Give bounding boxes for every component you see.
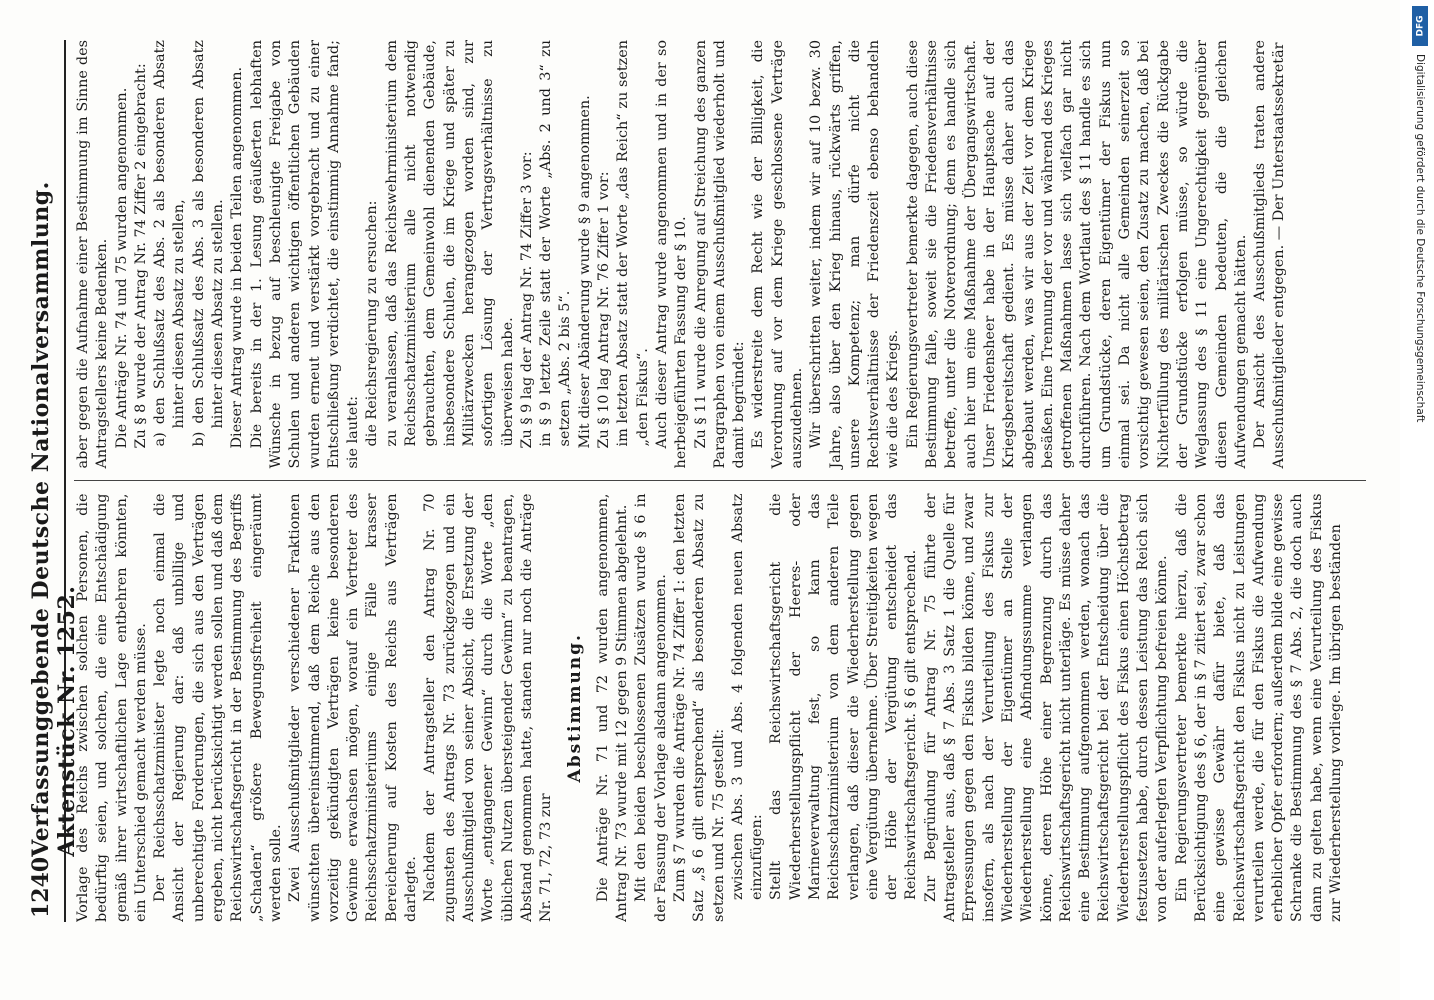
paragraph: a) den Schlußsatz des Abs. 2 als besonderen Absatz hinter diesen Absatz zu stellen, xyxy=(152,40,188,447)
paragraph: zwischen Abs. 3 und Abs. 4 folgenden neuen Absatz einzufügen: xyxy=(729,493,766,900)
paragraph: Vorlage des Reichs zwischen solchen Personen, die bedürftig seien, und solchen, die eine Entschädigung gemäß ihrer wirtschaftlichen Lage entbehren könnten, ein Unterschied gemacht werden müsse. xyxy=(75,493,149,922)
digitization-sidebar xyxy=(1412,6,1428,994)
page-header xyxy=(28,40,80,922)
running-title: Verfassunggebende Deutsche Nationalversammlung. Aktenstück Nr. 1252. xyxy=(28,181,80,857)
paragraph: Zu § 10 lag Antrag Nr. 76 Ziffer 1 vor: xyxy=(596,171,613,449)
paragraph: Ein Regierungsvertreter bemerkte dagegen, auch diese Bestimmung falle, soweit sie die Friedensverhältnisse betreffe, unter die Notverordnung; denn es handle sich auch hier um eine Maßnahme der Übergangswirtschaft. Unser Friedensheer habe in der Hauptsache auf der Kriegsbereitschaft gedient. Es müsse daher auch das abgebaut werden, was wir aus der Zeit vor dem Kriege besäßen. Eine Trennung der vor und während des Krieges getroffenen Maßnahmen lasse sich vielfach gar nicht durchführen. Nach dem Wortlaut des § 11 handle es sich um Grundstücke, deren Eigentümer der Fiskus nun einmal sei. Da nicht alle Gemeinden seinerzeit so vorsichtig gewesen seien, den Zusatz zu machen, daß bei Nichterfüllung des militärischen Zweckes die Rückgabe der Grundstücke erfolgen müsse, so würde die Weglassung des § 11 eine Ungerechtigkeit gegenüber diesen Gemeinden bedeuten, die die gleichen Aufwendungen gemacht hätten. xyxy=(904,40,1249,469)
section-title: Abstimmung. xyxy=(565,633,586,783)
paragraph: Die bereits in der 1. Lesung geäußerten lebhaften Wünsche in bezug auf beschleunigte Freigabe von Schulen und anderen wichtigen öffentlichen Gebäuden wurden erneut und verstärkt vorgebracht und zu einer Entschließung verdichtet, die einstimmig Annahme fand; sie lautet: xyxy=(248,40,362,469)
paragraph: die Reichsregierung zu ersuchen: xyxy=(364,200,381,447)
paragraph: Zur Begründung für Antrag Nr. 75 führte der Antragsteller aus, daß § 7 Abs. 3 Satz 1 die Quelle für Erpressungen gegen den Fiskus bilden könne, und zwar insofern, als nach der Verurteilung des Fiskus zur Wiederherstellung der Eigentümer an Stelle der Wiederherstellung eine Abfindungssumme verlangen könne, deren Höhe einer Begrenzung durch das Reichswirtschaftsgericht nicht unterläge. Es müsse daher eine Bestimmung aufgenommen werden, wonach das Reichswirtschaftsgericht bei der Entscheidung über die Wiederherstellungspflicht des Fiskus einen Höchstbetrag festzusetzen habe, durch dessen Leistung das Reich sich von der auferlegten Verpflichtung befreien könne. xyxy=(922,493,1171,922)
paragraph: Die Anträge Nr. 74 und 75 wurden angenommen. xyxy=(113,87,130,449)
paragraph: Stellt das Reichswirtschaftsgericht die Wiederherstellungspflicht der Heeres- oder Marineverwaltung fest, so kann das Reichsschatzministerium von dem anderen Teile verlangen, daß dieser die Wiederherstellung gegen eine Vergütung übernehme. Über Streitigkeiten wegen der Höhe der Vergütung entscheidet das Reichswirtschaftsgericht. § 6 gilt entsprechend. xyxy=(768,493,920,900)
paragraph: Zwei Ausschußmitglieder verschiedener Fraktionen wünschten übereinstimmend, daß dem Reiche aus den vorzeitig gekündigten Verträgen keine besonderen Gewinne erwachsen mögen, worauf ein Vertreter des Reichsschatzministeriums einige Fälle krasser Bereicherung auf Kosten des Reichs aus Verträgen darlegte. xyxy=(287,493,420,922)
paragraph: Dieser Antrag wurde in beiden Teilen angenommen. xyxy=(229,66,246,449)
paragraph: Wir überschritten weiter, indem wir auf 10 bezw. 30 Jahre, also über den Krieg hinaus, rückwärts griffen, unsere Kompetenz; man dürfe nicht die Rechtsverhältnisse der Friedenszeit ebenso behandeln wie die des Kriegs. xyxy=(808,40,902,469)
paragraph: Nachdem der Antragsteller den Antrag Nr. 70 zugunsten des Antrags Nr. 73 zurückgezogen und ein Ausschußmitglied von seiner Absicht, die Ersetzung der Worte „entgangener Gewinn“ durch die Worte „den üblichen Nutzen übersteigender Gewinn“ zu beantragen, Abstand genommen hatte, standen nur noch die Anträge Nr. 71, 72, 73 zur xyxy=(422,493,555,922)
text-columns xyxy=(74,40,1366,922)
paragraph: Mit dieser Abänderung wurde § 9 angenommen. xyxy=(576,95,593,449)
page-number: 1240 xyxy=(28,856,54,918)
right-column xyxy=(74,40,1366,481)
paragraph: Zu § 9 lag der Antrag Nr. 74 Ziffer 3 vor: xyxy=(518,151,535,449)
paragraph: Es widerstreite dem Recht wie der Billigkeit, die Verordnung auf vor dem Kriege geschlossene Verträge auszudehnen. xyxy=(750,40,805,469)
paragraph: im letzten Absatz statt der Worte „das Reich“ zu setzen „den Fiskus“. xyxy=(615,40,651,447)
paragraph: Mit den beiden beschlossenen Zusätzen wurde § 6 in der Fassung der Vorlage alsdann angenommen. xyxy=(633,493,669,922)
paragraph: aber gegen die Aufnahme einer Bestimmung im Sinne des Antragstellers keine Bedenken. xyxy=(75,40,111,469)
paragraph: Der Ansicht des Ausschußmitglieds traten andere Ausschußmitglieder entgegen. — Der Unterstaatssekretär xyxy=(1252,40,1288,469)
paragraph: zu veranlassen, daß das Reichswehrministerium dem Reichsschatzministerium alle nicht notwendig gebrauchten, dem Gemeinwohl dienenden Gebäude, insbesondere Schulen, die im Kriege und später zu Militärzwecken herangezogen worden sind, zur sofortigen Lösung der Vertragsverhältnisse zu überweisen habe. xyxy=(383,40,516,447)
paragraph: Zu § 8 wurde der Antrag Nr. 74 Ziffer 2 eingebracht: xyxy=(132,63,149,449)
paragraph: Auch dieser Antrag wurde angenommen und in der so herbeigeführten Fassung der § 10. xyxy=(653,40,690,469)
dfg-logo-icon: DFG xyxy=(1412,6,1428,46)
paragraph: Zum § 7 wurden die Anträge Nr. 74 Ziffer 1: den letzten Satz „§ 6 gilt entsprechend“ als besonderen Absatz zu setzen und Nr. 75 gestellt: xyxy=(671,493,727,922)
paragraph: Ein Regierungsvertreter bemerkte hierzu, daß die Berücksichtigung des § 6, der in § 7 zitiert sei, zwar schon eine gewisse Gewähr dafür biete, daß das Reichswirtschaftsgericht den Fiskus nicht zu Leistungen verurteilen werde, die für den Fiskus die Aufwendung erheblicher Opfer erfordern; außerdem bilde eine gewisse Schranke die Bestimmung des § 7 Abs. 2, die doch auch dann zu gelten habe, wenn eine Verurteilung des Fiskus zur Wiederherstellung vorliege. Im übrigen beständen xyxy=(1173,493,1344,922)
paragraph: b) den Schlußsatz des Abs. 3 als besonderen Absatz hinter diesen Absatz zu stellen. xyxy=(190,40,227,447)
paragraph: Zu § 11 wurde die Anregung auf Streichung des ganzen Paragraphen von einem Ausschußmitglied wiederholt und damit begründet: xyxy=(692,40,748,469)
paragraph: Der Reichsschatzminister legte noch einmal die Ansicht der Regierung dar: daß unbillige und unberechtigte Forderungen, die sich aus den Verträgen ergeben, nicht berücksichtigt werden sollen und daß dem Reichswirtschaftsgericht in der Bestimmung des Begriffs „Schaden“ größere Bewegungsfreiheit eingeräumt werden solle. xyxy=(152,493,284,922)
left-column xyxy=(74,481,1366,923)
paragraph: Die Anträge Nr. 71 und 72 wurden angenommen, Antrag Nr. 73 wurde mit 12 gegen 9 Stimmen abgelehnt. xyxy=(594,493,631,922)
digitization-credit: Digitalisierung gefördert durch die Deutsche Forschungsgemeinschaft xyxy=(1414,54,1426,423)
paragraph: in § 9 letzte Zeile statt der Worte „Abs. 2 und 3“ zu setzen „Abs. 2 bis 5“. xyxy=(538,40,574,447)
